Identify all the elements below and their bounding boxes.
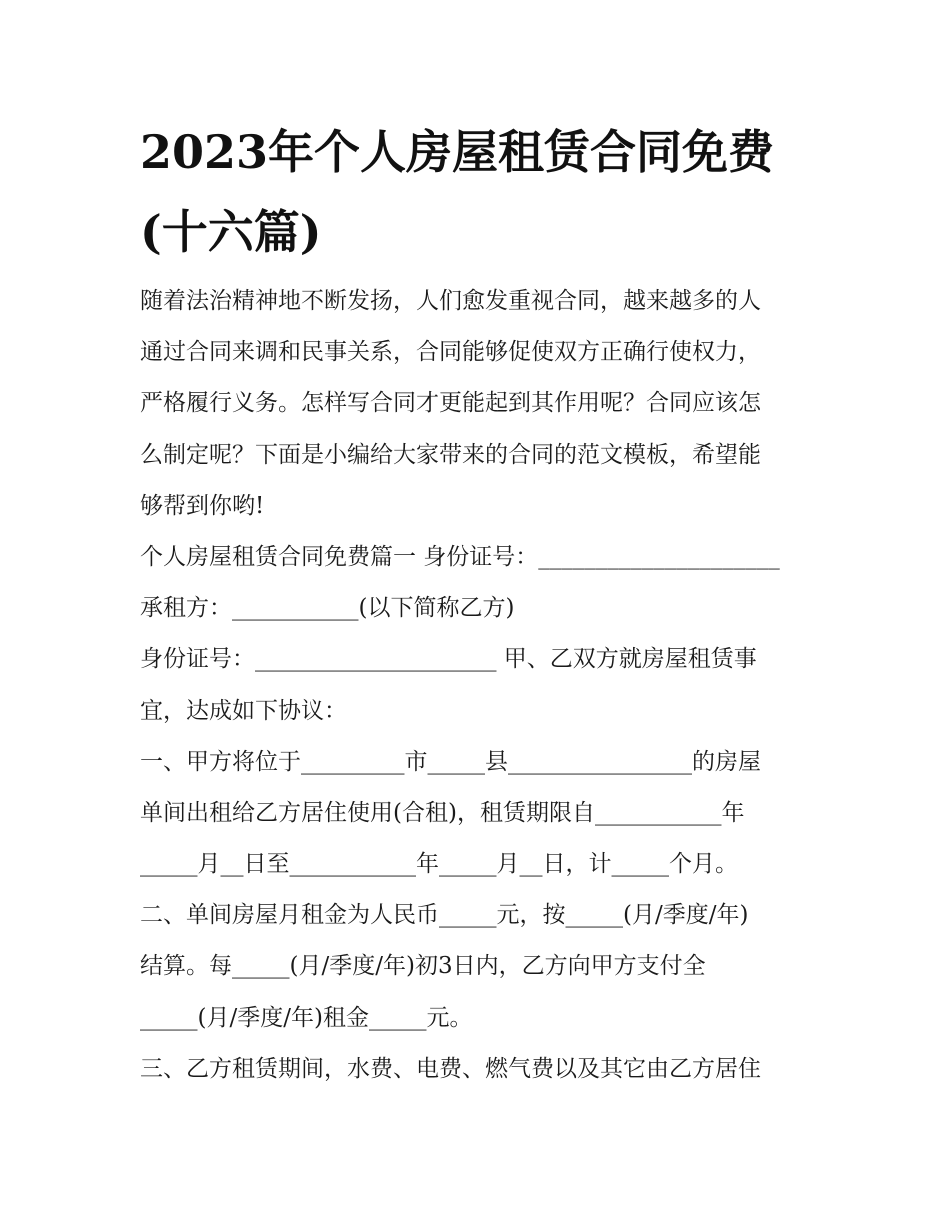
title-line-1: 2023年个人房屋租赁合同免费 <box>140 125 775 179</box>
agreement-line: 宜，达成如下协议： <box>140 697 347 724</box>
clause-2-line-2: 结算。每_____(月/季度/年)初3日内，乙方向甲方支付全 <box>140 953 706 980</box>
intro-line-4: 么制定呢？下面是小编给大家带来的合同的范文模板，希望能 <box>140 441 761 468</box>
clause-3-line-1: 三、乙方租赁期间，水费、电费、燃气费以及其它由乙方居住 <box>140 1055 761 1082</box>
document-title <box>140 112 840 272</box>
clause-2-line-1: 二、单间房屋月租金为人民币_____元，按_____(月/季度/年) <box>140 902 749 929</box>
contract-heading-id-line: 个人房屋租赁合同免费篇一 身份证号：_____________________ <box>140 543 780 570</box>
lessee-id-line: 身份证号：_____________________ 甲、乙双方就房屋租赁事 <box>140 646 757 673</box>
title-line-2: (十六篇) <box>140 205 322 259</box>
intro-line-5: 够帮到你哟! <box>140 492 265 519</box>
intro-line-3: 严格履行义务。怎样写合同才更能起到其作用呢？合同应该怎 <box>140 390 761 417</box>
clause-2-line-3: _____(月/季度/年)租金_____元。 <box>140 1004 473 1031</box>
clause-1-line-1: 一、甲方将位于_________市_____县________________的房屋 <box>140 748 761 775</box>
lessee-line: 承租方：___________(以下简称乙方) <box>140 595 515 622</box>
document-body <box>140 276 830 1095</box>
intro-line-1: 随着法治精神地不断发扬，人们愈发重视合同，越来越多的人 <box>140 288 761 314</box>
intro-line-2: 通过合同来调和民事关系，合同能够促使双方正确行使权力， <box>140 339 761 366</box>
clause-1-line-3: _____月__日至___________年_____月__日，计_____个月。 <box>140 851 738 878</box>
clause-1-line-2: 单间出租给乙方居住使用(合租)，租赁期限自___________年 <box>140 799 745 826</box>
